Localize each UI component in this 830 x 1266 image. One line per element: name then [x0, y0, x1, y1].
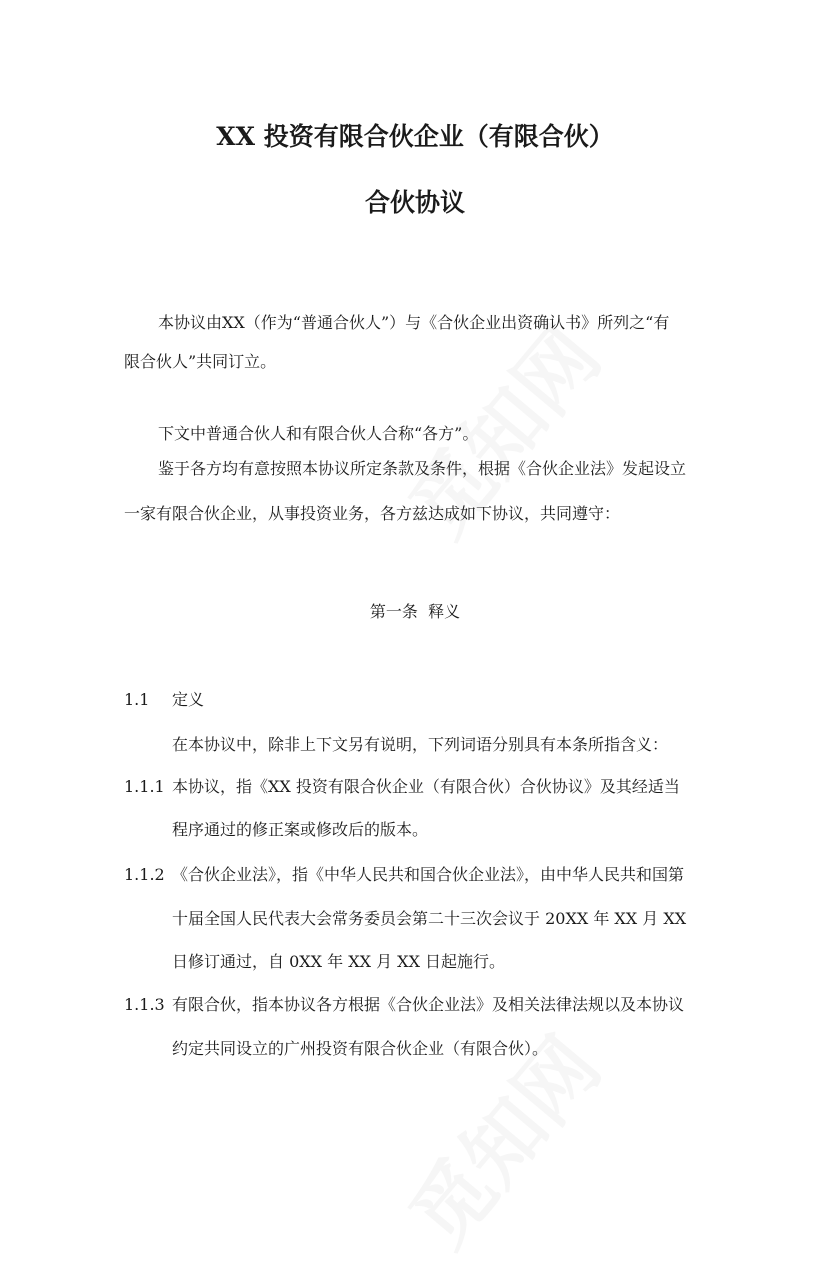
section-intro: 在本协议中，除非上下文另有说明，下列词语分别具有本条所指含义： [172, 735, 669, 754]
section-title: 定义 [172, 690, 205, 709]
clause-text: 《合伙企业法》，指《中华人民共和国合伙企业法》，由中华人民共和国第 [172, 865, 685, 884]
clause-text: 有限合伙，指本协议各方根据《合伙企业法》及相关法律法规以及本协议 [172, 995, 685, 1014]
document-title: XX 投资有限合伙企业（有限合伙） [216, 122, 614, 151]
clause-number: 1.1.1 [124, 777, 165, 796]
preamble-text: 鉴于各方均有意按照本协议所定条款及条件，根据《合伙企业法》发起设立 [158, 459, 687, 478]
preamble-text: 下文中普通合伙人和有限合伙人合称“各方”。 [158, 424, 479, 443]
clause-number: 1.1.2 [124, 865, 165, 884]
clause-text: 本协议，指《XX 投资有限合伙企业（有限合伙）合伙协议》及其经适当 [172, 777, 680, 796]
clause-text: 日修订通过，自 0XX 年 XX 月 XX 日起施行。 [172, 952, 506, 971]
preamble-text: 一家有限合伙企业，从事投资业务，各方兹达成如下协议，共同遵守： [124, 504, 621, 523]
clause-text: 程序通过的修正案或修改后的版本。 [172, 820, 429, 839]
preamble-text: 本协议由XX（作为“普通合伙人”）与《合伙企业出资确认书》所列之“有 [158, 313, 670, 332]
clause-text: 约定共同设立的广州投资有限合伙企业（有限合伙）。 [172, 1039, 549, 1058]
preamble-text: 限合伙人”共同订立。 [124, 352, 277, 371]
section-number: 1.1 [124, 690, 150, 709]
clause-text: 十届全国人民代表大会常务委员会第二十三次会议于 20XX 年 XX 月 XX [172, 909, 687, 928]
document-subtitle: 合伙协议 [364, 188, 465, 217]
article-heading: 第一条 释义 [369, 602, 461, 621]
clause-number: 1.1.3 [124, 995, 165, 1014]
